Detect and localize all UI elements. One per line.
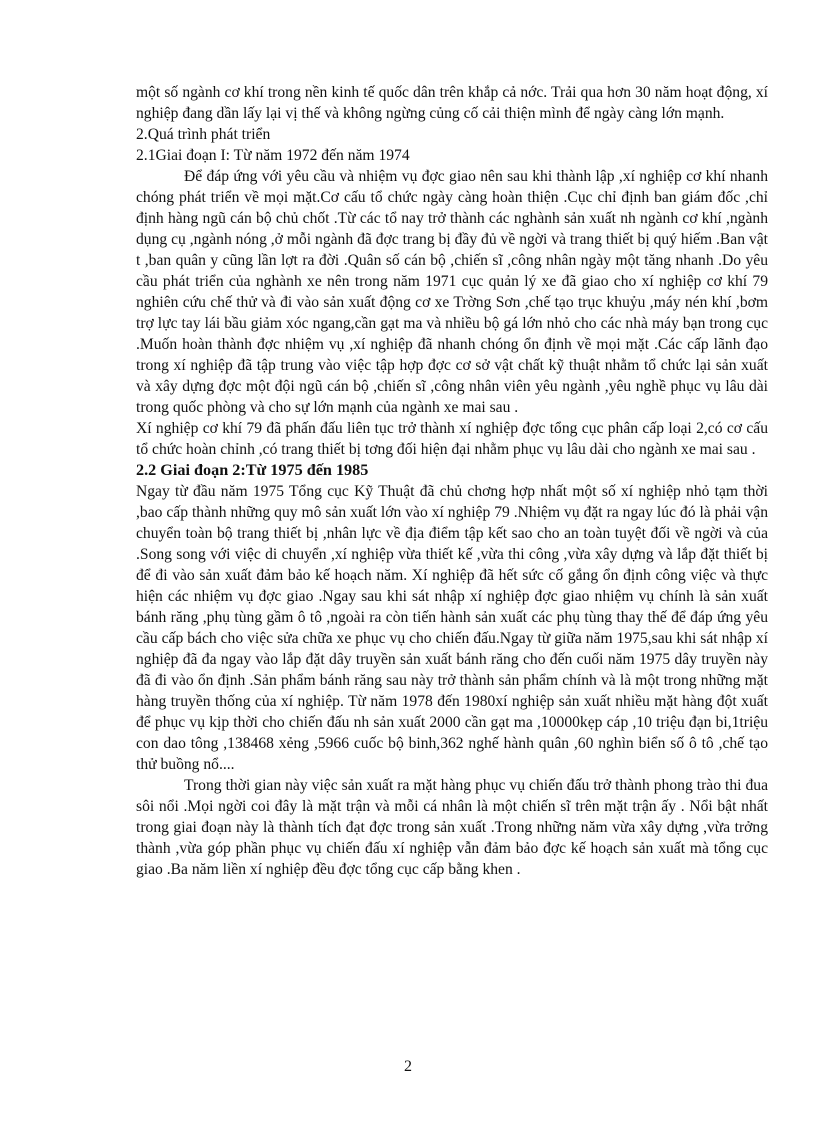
phase-1-summary-paragraph: Xí nghiệp cơ khí 79 đã phấn đấu liên tục trở thành xí nghiệp đợc tổng cục phân cấp loại 2,có cơ cấu tổ chức hoàn chỉnh ,có trang thiết bị tơng đối hiện đại nhằm phục vụ lâu dài cho ngành xe mai sau . — [136, 420, 768, 458]
section-heading-development: 2.Quá trình phát triển — [136, 126, 271, 143]
document-body — [136, 82, 768, 880]
intro-paragraph: một số ngành cơ khí trong nền kinh tế quốc dân trên khắp cả nớc. Trải qua hơn 30 năm hoạt động, xí nghiệp đang dần lấy lại vị thế và không ngừng củng cố cải thiện mình để ngày càng lớn mạnh. — [136, 84, 768, 122]
phase-1-paragraph: Để đáp ứng với yêu cầu và nhiệm vụ đợc giao nên sau khi thành lập ,xí nghiệp cơ khí nhanh chóng phát triển về mọi mặt.Cơ cấu tổ chức ngày càng hoàn thiện .Cục chỉ định ban giám đốc ,chỉ định hàng ngũ cán bộ chủ chốt .Từ các tổ nay trở thành các nghành sản xuất nh ngành cơ khí ,ngành dụng cụ ,ngành nóng ,ở mỗi ngành đã đợc trang bị đầy đủ về ngời và trang thiết bị quý hiếm .Ban vật t ,ban quân y cũng lần lợt ra đời .Quân số cán bộ ,chiến sĩ ,công nhân ngày một tăng nhanh .Do yêu cầu phát triển của nghành xe nên trong năm 1971 cục quản lý xe đã giao cho xí nghiệp cơ khí 79 nghiên cứu chế thử và đi vào sản xuất động cơ xe Trờng Sơn ,chế tạo trục khuỷu ,máy nén khí ,bơm trợ lực tay lái bầu giảm xóc ngang,cần gạt ma và nhiều bộ gá lớn nhỏ cho các nhà máy bạn trong cục .Muốn hoàn thành đợc nhiệm vụ ,xí nghiệp đã nhanh chóng ổn định về mọi mặt .Các cấp lãnh đạo trong xí nghiệp đã tập trung vào việc tập hợp đợc cơ sở vật chất kỹ thuật nhằm tổ chức lại sản xuất và xây dựng đợc một đội ngũ cán bộ ,chiến sĩ ,công nhân viên yêu ngành ,yêu nghề phục vụ lâu dài trong quốc phòng và cho sự lớn mạnh của ngành xe mai sau . — [136, 168, 768, 416]
section-heading-phase-1: 2.1Giai đoạn I: Từ năm 1972 đến năm 1974 — [136, 147, 410, 164]
page-number: 2 — [404, 1058, 412, 1075]
section-heading-phase-2: 2.2 Giai đoạn 2:Từ 1975 đến 1985 — [136, 461, 369, 479]
phase-2-achievement-paragraph: Trong thời gian này việc sản xuất ra mặt hàng phục vụ chiến đấu trở thành phong trào thi đua sôi nổi .Mọi ngời coi đây là mặt trận và mỗi cá nhân là một chiến sĩ trên mặt trận ấy . Nổi bật nhất trong giai đoạn này là thành tích đạt đợc trong sản xuất .Trong những năm vừa xây dựng ,vừa trởng thành ,vừa góp phần phục vụ chiến đấu xí nghiệp vẫn đảm bảo đợc kế hoạch sản xuất mà tổng cục giao .Ba năm liền xí nghiệp đều đợc tổng cục cấp bằng khen . — [136, 777, 768, 878]
phase-2-paragraph: Ngay từ đầu năm 1975 Tổng cục Kỹ Thuật đã chủ chơng hợp nhất một số xí nghiệp nhỏ tạm thời ,bao cấp thành những quy mô sản xuất lớn vào xí nghiệp 79 .Nhiệm vụ đặt ra ngay lúc đó là phải vận chuyển toàn bộ trang thiết bị ,nhân lực về địa điểm tập kết sao cho an toàn tuyệt đối về ngời và của .Song song với việc di chuyển ,xí nghiệp vừa thiết kế ,vừa thi công ,vừa xây dựng và lắp đặt thiết bị để đi vào sản xuất đảm bảo kế hoạch năm. Xí nghiệp đã hết sức cố gắng ổn định công việc và thực hiện các nhiệm vụ đợc giao .Ngay sau khi sát nhập xí nghiệp đợc giao nhiệm vụ chính là sản xuất bánh răng ,phụ tùng gầm ô tô ,ngoài ra còn tiến hành sản xuất các phụ tùng thay thế để đáp ứng yêu cầu cấp bách cho việc sửa chữa xe phục vụ cho chiến đấu.Ngay từ giữa năm 1975,sau khi sát nhập xí nghiệp đã đa ngay vào lắp đặt dây truyền sản xuất bánh răng cho đến cuối năm 1975 dây truyền này đã đi vào ổn định .Sản phẩm bánh răng sau này trở thành sản phẩm chính và là một trong những mặt hàng truyền thống của xí nghiệp. Từ năm 1978 đến 1980xí nghiệp sản xuất nhiều mặt hàng đột xuất để phục vụ kịp thời cho chiến đấu nh sản xuất 2000 cần gạt ma ,10000kẹp cáp ,10 triệu đạn bi,1triệu con dao tông ,138468 xẻng ,5966 cuốc bộ binh,362 nghế hành quân ,60 nghìn biển số ô tô ,chế tạo thử buồng nổ.... — [136, 483, 768, 773]
